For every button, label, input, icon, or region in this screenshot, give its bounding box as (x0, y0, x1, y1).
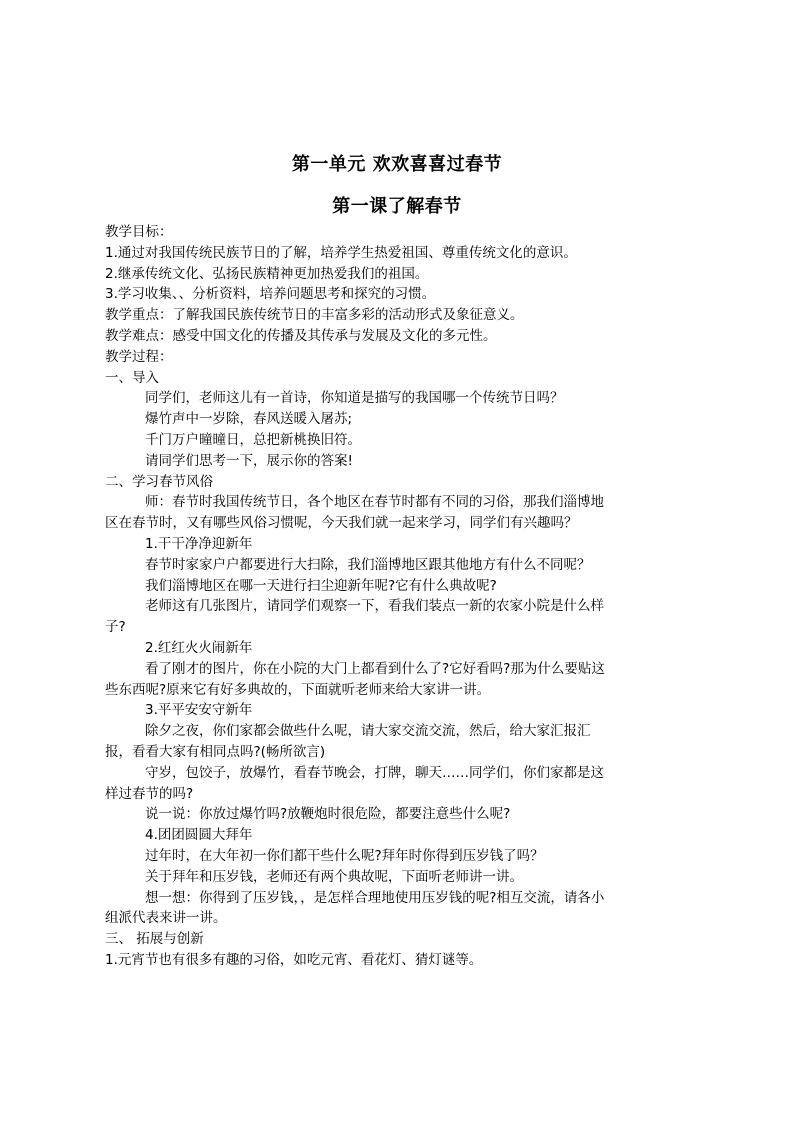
text-line: 说一说：你放过爆竹吗?放鞭炮时很危险，都要注意些什么呢? (145, 806, 511, 823)
text-line: 3.平平安安守新年 (145, 702, 253, 719)
text-line: 老师这有几张图片，请同学们观察一下，看我们装点一新的农家小院是什么样 (145, 598, 604, 615)
unit-title: 第一单元 欢欢喜喜过春节 (291, 154, 503, 175)
text-line: 想一想：你得到了压岁钱，，是怎样合理地使用压岁钱的呢?相互交流，请各小 (145, 889, 605, 906)
text-line: 除夕之夜，你们家都会做些什么呢，请大家交流交流，然后，给大家汇报汇 (145, 723, 591, 740)
text-line: 子? (105, 619, 126, 636)
text-line: 报，看看大家有相同点吗?(畅所欲言) (105, 743, 326, 760)
text-line: 教学难点：感受中国文化的传播及其传承与发展及文化的多元性。 (105, 327, 497, 344)
text-line: 4.团团圆圆大拜年 (145, 827, 253, 844)
text-line: 看了刚才的图片，你在小院的大门上都看到什么了?它好看吗?那为什么要贴这 (145, 660, 605, 677)
text-line: 爆竹声中一岁除，春风送暖入屠苏; (145, 411, 353, 428)
text-line: 2.红红火火闹新年 (145, 639, 253, 656)
text-line: 1.通过对我国传统民族节日的了解，培养学生热爱祖国、尊重传统文化的意识。 (105, 244, 577, 261)
text-line: 春节时家家户户都要进行大扫除，我们淄博地区跟其他地方有什么不同呢？ (145, 556, 591, 573)
text-line: 1.元宵节也有很多有趣的习俗，如吃元宵、看花灯、猜灯谜等。 (105, 951, 483, 968)
text-line: 一、导入 (105, 369, 159, 386)
text-line: 教学重点：了解我国民族传统节日的丰富多彩的活动形式及象征意义。 (105, 307, 524, 324)
text-line: 教学过程： (105, 348, 173, 365)
text-line: 关于拜年和压岁钱，老师还有两个典故呢，下面听老师讲一讲。 (145, 868, 523, 885)
text-line: 我们淄博地区在哪一天进行扫尘迎新年呢?它有什么典故呢? (145, 577, 497, 594)
text-line: 师：春节时我国传统节日，各个地区在春节时都有不同的习俗，那我们淄博地 (145, 494, 604, 511)
text-line: 教学目标： (105, 224, 173, 240)
text-line: 2.继承传统文化、弘扬民族精神更加热爱我们的祖国。 (105, 265, 429, 282)
text-line: 样过春节的吗? (105, 785, 194, 802)
text-line: 二、学习春节风俗 (105, 473, 213, 490)
text-line: 过年时，在大年初一你们都干些什么呢?拜年时你得到压岁钱了吗？ (145, 847, 544, 864)
text-line: 3.学习收集、、分析资料，培养问题思考和探究的习惯。 (105, 286, 436, 303)
text-line: 三、 拓展与创新 (105, 931, 204, 948)
text-line: 守岁，包饺子，放爆竹，看春节晚会，打牌，聊天……同学们，你们家都是这 (145, 764, 604, 781)
lesson-title: 第一课了解春节 (332, 196, 462, 217)
text-line: 请同学们思考一下，展示你的答案! (145, 452, 353, 469)
text-line: 1.干干净净迎新年 (145, 535, 253, 552)
text-line: 些东西呢?原来它有好多典故的，下面就听老师来给大家讲一讲。 (105, 681, 491, 698)
text-line: 千门万户曈曈日，总把新桃换旧符。 (145, 431, 361, 448)
text-line: 组派代表来讲一讲。 (105, 910, 227, 927)
text-line: 区在春节时，又有哪些风俗习惯呢，今天我们就一起来学习，同学们有兴趣吗？ (105, 515, 578, 532)
lesson-body (105, 222, 695, 971)
text-line: 同学们，老师这儿有一首诗，你知道是描写的我国哪一个传统节日吗？ (145, 390, 564, 407)
